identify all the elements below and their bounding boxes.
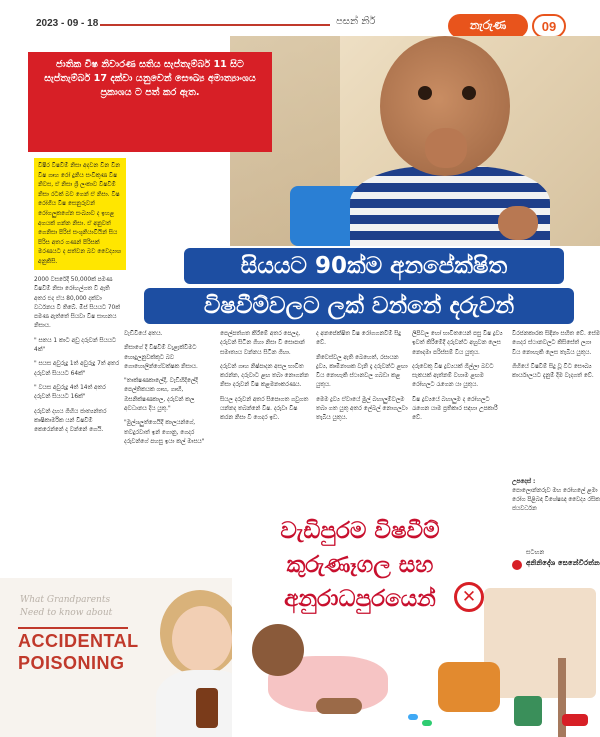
body-column-2	[124, 330, 216, 510]
paragraph: වැඩිවියේ අතය.	[124, 331, 163, 337]
paragraph: මෙම ද්‍රව්‍ය ඒවායේ මුල් බහාලුම්වලම තබා ගත යුතු අතර ලේබල් නොගලවා තැබිය යුතුය.	[316, 396, 408, 422]
crawling-baby-illustration	[232, 578, 600, 737]
cup	[514, 696, 542, 726]
sidebar-text: විෂීර විෂවීම් නිසා අදවන වින වින විෂ ගෘහ රෝ දුනිය සංවිකුණ විෂ නිවස, ඒ නිසා ශ්‍රී ලංකාව විෂවීම් නිසා රටක් බව ගෙන් ඒ නිසා. විෂ රෝගීය විෂ සෙනුරුවන් රෝගලුකගේන සංඛ්‍යාව ද ඉහළ අගයක් ගන්න නිසා. ඒ අනුවත් ගෙනිසා පිරිස් සංශුනියාවියින් සිය පිරිස අතර ගණන් පිරිසක් මරණයට ද පත්වන බව වෛද්‍යාශ අනුකිසි.	[38, 163, 122, 265]
paragraph: පෙල්පත්ගත කිරීමේ අතර පෙලද, දරුවන් සිටින ගිහා නිසා වි සොපාන් සමාත්‍යය වන්නය සිටින ගිහා.	[220, 331, 305, 356]
brand-label: නැරුණ	[469, 18, 507, 32]
section-label: පසන් නිර්	[336, 16, 376, 27]
paragraph: දරුවන් ගෘහ නිෂ්පාදන අසල භාවිත කරන්න, දරුවාට ළඟ තබා නොගන්න නිසා දරුවන් විෂ කළමනාකරණය.	[220, 363, 309, 389]
body-column-3	[220, 330, 312, 510]
headline-line-2: විෂවීම්වලට ලක් වන්නේ දරුවන්	[144, 288, 574, 324]
main-headline	[118, 248, 600, 328]
inset-poster	[0, 578, 232, 737]
inset-title	[18, 630, 139, 674]
baby-hand-mouth	[425, 128, 467, 168]
toddler-dress	[156, 670, 232, 737]
kicker-line-2: Need to know about	[20, 608, 113, 618]
credit-text: පොලොන්නරුව මහ රෝහලේ ළමා රෝග පිළිබඳ විශේෂඥ වෛද්‍ය රසික ජයවර්ධන	[512, 488, 600, 512]
baby-eye-left	[418, 86, 432, 100]
page-number: 09	[541, 19, 557, 34]
paragraph: ගිහියේ විෂවීම් සිදු වූ විට සෞඛ්‍ය කාර්යාලයට දැනුම් දීම වැදගත් වේ.	[512, 363, 594, 380]
baby-eye-right	[462, 86, 476, 100]
paragraph: නිවෙස්වල ඇති බෙහෙත්, රසායන ද්‍රව්‍ය, කෘමිනාශක වැනි දෑ දරුවන්ට ළඟා විය නොහැකි ස්ථානවල ගබඩා කළ යුතුය.	[316, 354, 408, 389]
paragraph: " සතය 1 කාට අඩු දරුවන් සියයට 4ක්"	[34, 337, 117, 354]
header-rule	[100, 24, 330, 26]
side-table	[484, 588, 596, 698]
paragraph: 2000 වසරේදී 50,000ක් පමණ විෂවීම් නිසා රෝහල්ගත වී ඇති අතර එද ඒය 80,000 දක්වා වර්ධනය වී තිබේ. මිස් සියයට 70ක් පමණ ඇත්තේ සියවා විෂ සාහනය නිසාය.	[34, 277, 120, 330]
paragraph: " වයස අවුරුදු 4ත් 14ත් අතර දරුවන් සියයට 16ක්"	[34, 384, 106, 401]
inset-kicker	[20, 594, 112, 620]
baby-photo	[230, 36, 600, 246]
x-circle-icon: ✕	[454, 582, 484, 612]
toddler-face	[172, 606, 232, 672]
sidebar-box	[34, 158, 126, 270]
page-header	[0, 0, 600, 36]
paragraph: විෂ ද්‍රව්‍යයේ බහාලුම ද රෝහලට රැගෙන යාම ප්‍රතිකාර සඳහා උපකාරී වේ.	[412, 396, 498, 422]
pill	[422, 720, 432, 726]
toy-car	[562, 714, 588, 726]
paragraph: සියල දරුවන් අතර සිපොගත ගවුගත යන්නද තබන්නේ විෂ. දරුවා විෂ කරන නිසා වි ගෙදර ඉඩ.	[220, 396, 309, 422]
inset-rule	[18, 627, 128, 629]
paragraph: නිසාගේ දී විෂවීම් වැළැක්වීමට හොදුලනුවක්කුට බව ගොහොලින්ගේවක්ෂක නිසාය.	[124, 345, 198, 370]
page-number-badge	[532, 14, 566, 38]
body-column-6	[512, 330, 600, 470]
paragraph: "තාක්ෂණකාලේදී, වැඩිහිදිලේදී පෙල්තිකයක ගෘහ, ගෘහී, ඔසනික්ෂණකාල, දරුවන් කල අවධානය දිය යුතු."	[124, 378, 198, 413]
body-column-5	[412, 330, 506, 510]
advice-credit	[512, 478, 600, 558]
paragraph: දරුවන් දහය ගිහිය ජාත්‍යන්තර කෘෂිකාර්මික යන් විෂවීම් කෙරෙන්නේ ද වන්නේ ගෙයි.	[34, 408, 107, 434]
paragraph: විරජනකාරක සිඳිනා සහිත වේ. සේම ගෙදර ස්ථානවලට කිසිසේත් ලගා විය නොහැකි ලෙස තැබිය යුතුය.	[512, 331, 600, 356]
title-line-2: POISONING	[18, 653, 125, 673]
paragraph: " සයස අවුරුදු 1ත් අවුරුදු 7ත් අතර දරුවන් සියයට 64ක්"	[34, 361, 120, 377]
author-avatar	[512, 560, 522, 570]
toddler-photo	[150, 586, 232, 736]
credit-label: උපදෙස් :	[512, 479, 536, 485]
notice-text: ජාතික විෂ නිවාරණ සතිය සැප්තැම්බර් 11 සිට සැප්තැම්බර් 17 දක්වා යනුවෙන් සෞඛ්‍ය අමාත්‍යාංශය ප්‍රකාශය ට පත් කර ඇත.	[44, 59, 256, 98]
body-column-4	[316, 330, 408, 510]
byline-label: සටහන	[526, 549, 545, 556]
author-name: අනිනිදේශ සෙනේවිරත්න	[526, 558, 600, 567]
medicine-bottle	[196, 688, 218, 728]
paragraph: "මුල්ශලුත්ගෙයිදී කාලයන්ගේ, තවදුරවාත් ඉන් ගොනු, ගෙදර දරුවන්ගේ පහසු ඉයා කල් මාසය"	[124, 420, 205, 445]
paragraph: ද අනපේක්ෂිත විෂ රෝගගනවීම් සිදු වේ.	[316, 331, 401, 347]
notice-box	[28, 52, 272, 152]
paragraph: දරුවෙකු විෂ ද්‍රව්‍යයක් ගිල්ලා බවට සැකයක් ඇත්නම් වහාම ළඟම රෝහලට රැගෙන යා යුතුය.	[412, 363, 494, 389]
spilled-handbag	[438, 662, 500, 712]
baby-head	[252, 624, 304, 676]
pill	[408, 714, 418, 720]
baby-arm	[316, 698, 362, 714]
headline-line-1: සියයට 90ක්ම අනපේක්ෂිත	[184, 248, 564, 284]
body-column-1	[34, 276, 120, 571]
paragraph: ලිපිවල හෝ භාවිතයෙන් පසු විෂ ද්‍රව්‍ය ඉවත් කිරීමේදී දරුවන්ට අහුවන ලෙස නොදමා පරිස්සම් විය යුතුය.	[412, 331, 503, 356]
subhead-line-1: වැඩිපුරම විෂවීම්	[280, 518, 440, 544]
title-line-1: ACCIDENTAL	[18, 631, 139, 651]
baby-hand-chair	[498, 206, 538, 240]
subhead-line-2: කුරුණෑගල සහ අනුරාධපුරයෙන්	[284, 552, 436, 612]
kicker-line-1: What Grandparents	[20, 595, 111, 605]
brand-badge	[448, 14, 528, 38]
issue-date: 2023 - 09 - 18	[36, 18, 99, 29]
